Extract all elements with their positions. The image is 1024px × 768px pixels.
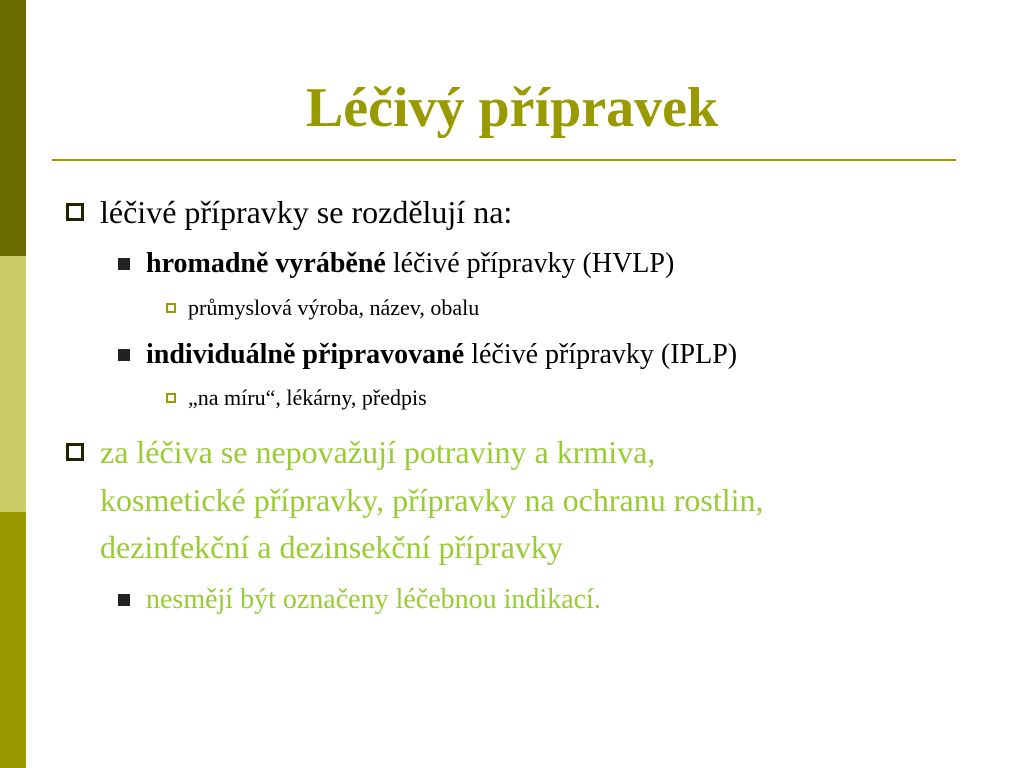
bullet-text-line-2: kosmetické přípravky, přípravky na ochranu rostlin,	[100, 482, 764, 518]
term-rest: léčivé přípravky (HVLP)	[385, 248, 675, 279]
bullet-text: nesmějí být označeny léčebnou indikací.	[146, 584, 601, 615]
sub-bullet-text: průmyslová výroba, název, obalu	[188, 295, 480, 320]
hollow-square-bullet-icon	[66, 203, 84, 221]
sub-bullet-text: „na míru“, lékárny, předpis	[188, 385, 427, 410]
small-hollow-square-bullet-icon	[166, 393, 176, 403]
bullet-text-line-3: dezinfekční a dezinsekční přípravky	[100, 529, 563, 565]
slide-title: Léčivý přípravek	[305, 77, 719, 139]
bullet-text-hvlp	[146, 247, 674, 281]
bullet-text-iplp	[146, 338, 737, 372]
small-hollow-square-bullet-icon	[166, 303, 176, 313]
side-bar-light	[0, 256, 26, 512]
solid-square-bullet-icon	[118, 349, 130, 361]
bullet-text-line-1: za léčiva se nepovažují potraviny a krmiva,	[100, 434, 656, 470]
side-bar-olive	[0, 512, 26, 768]
bold-term: individuálně připravované	[146, 339, 465, 370]
title-divider	[52, 159, 956, 161]
term-rest: léčivé přípravky (IPLP)	[464, 339, 738, 370]
bold-term: hromadně vyráběné	[146, 248, 386, 279]
bullet-text: léčivé přípravky se rozdělují na:	[100, 194, 513, 230]
hollow-square-bullet-icon	[66, 443, 84, 461]
solid-square-bullet-icon	[118, 258, 130, 270]
solid-square-bullet-icon	[118, 594, 130, 606]
